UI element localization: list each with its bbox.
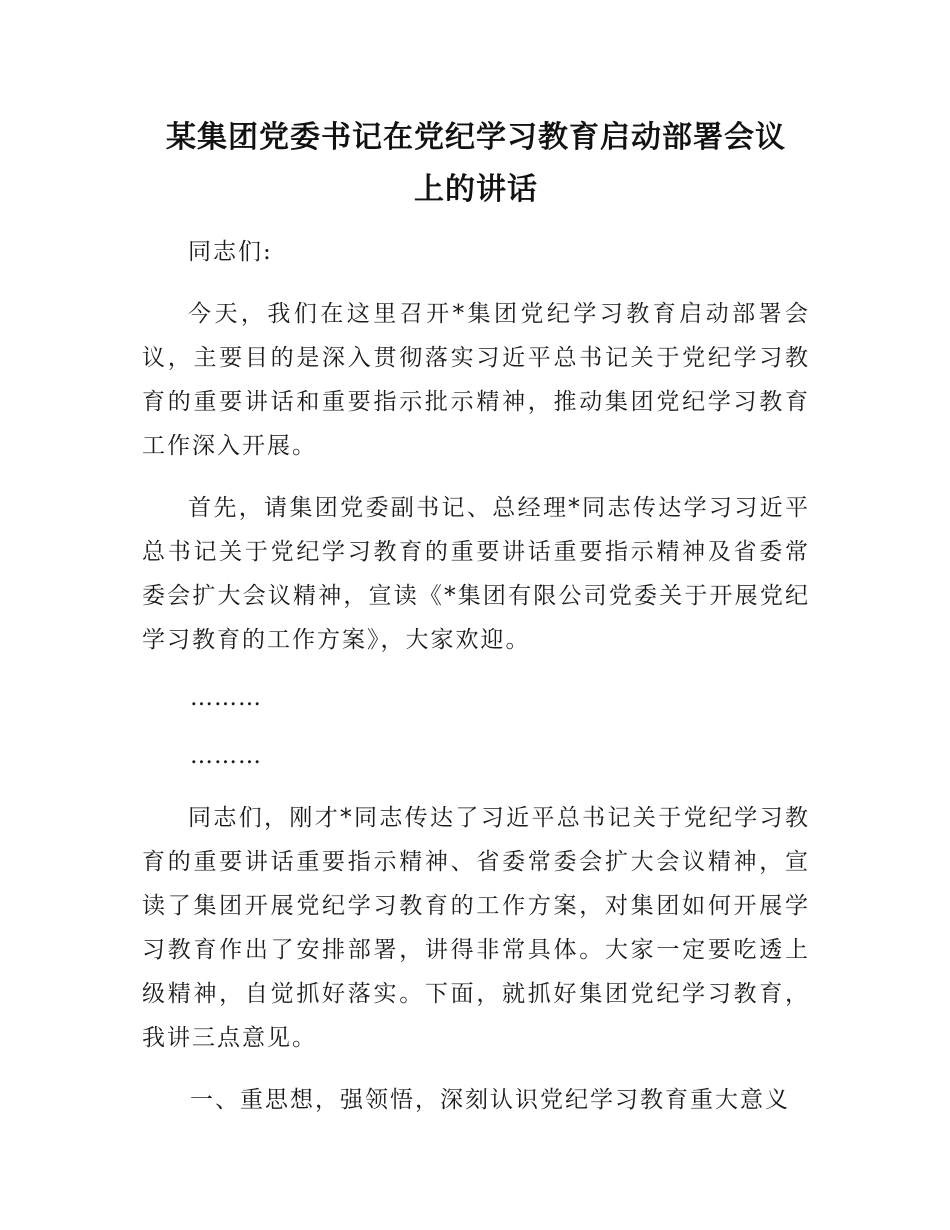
section-heading-1: 一、重思想，强领悟，深刻认识党纪学习教育重大意义 bbox=[190, 1087, 790, 1113]
ellipsis-2: ……… bbox=[190, 743, 262, 769]
document-page bbox=[142, 112, 810, 1122]
title-line-2: 上的讲话 bbox=[414, 172, 538, 207]
paragraph-summary: 同志们，刚才*同志传达了习近平总书记关于党纪学习教育的重要讲话重要指示精神、省委常委会扩大会议精神，宣读了集团开展党纪学习教育的工作方案，对集团如何开展学习教育作出了安排部署，讲得非常具体。大家一定要吃透上级精神，自觉抓好落实。下面，就抓好集团党纪学习教育，我讲三点意见。 bbox=[142, 805, 810, 1051]
document-title bbox=[142, 112, 810, 216]
greeting: 同志们: bbox=[188, 239, 273, 265]
paragraph-opening: 今天，我们在这里召开*集团党纪学习教育启动部署会议，主要目的是深入贯彻落实习近平总书记关于党纪学习教育的重要讲话和重要指示批示精神，推动集团党纪学习教育工作深入开展。 bbox=[142, 301, 810, 459]
paragraph-first-agenda: 首先，请集团党委副书记、总经理*同志传达学习习近平总书记关于党纪学习教育的重要讲话重要指示精神及省委常委会扩大会议精神，宣读《*集团有限公司党委关于开展党纪学习教育的工作方案》，大家欢迎。 bbox=[142, 495, 810, 653]
ellipsis-1: ……… bbox=[190, 685, 262, 711]
title-line-1: 某集团党委书记在党纪学习教育启动部署会议 bbox=[166, 120, 786, 155]
